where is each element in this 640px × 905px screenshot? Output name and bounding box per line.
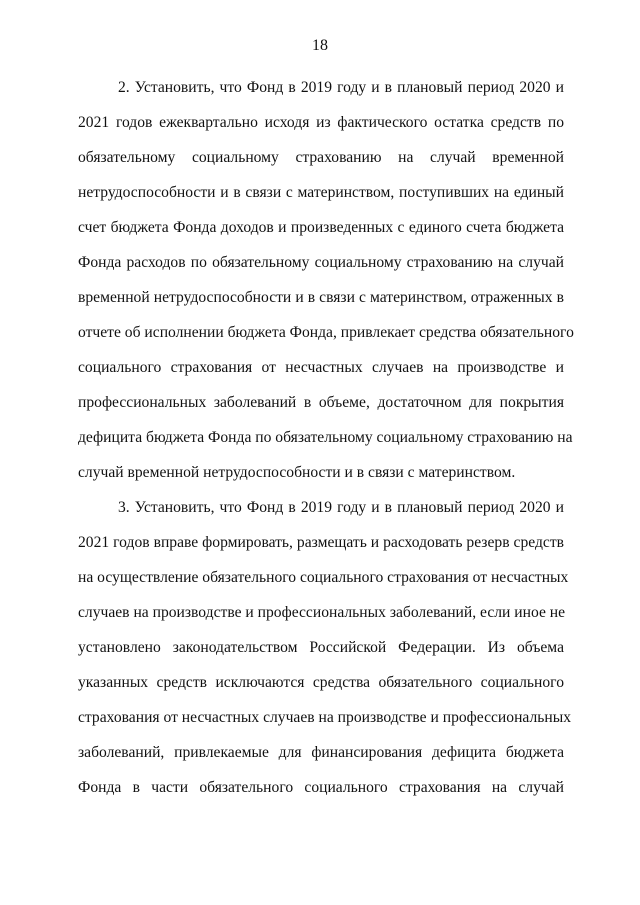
text-line: 3. Установить, что Фонд в 2019 году и в плановый период 2020 и [118,499,564,516]
text-line: случай временной нетрудоспособности и в связи с материнством. [78,464,516,481]
text-line: 2021 годов вправе формировать, размещать и расходовать резерв средств [78,534,564,551]
text-line: временной нетрудоспособности и в связи с материнством, отраженных в [78,289,564,306]
page-number: 18 [312,37,328,54]
text-line: обязательному социальному страхованию на случай временной [78,149,564,166]
text-line: социального страхования от несчастных случаев на производстве и [78,359,564,376]
text-line: Фонда расходов по обязательному социальному страхованию на случай [78,254,564,271]
text-line: дефицита бюджета Фонда по обязательному социальному страхованию на [78,429,573,446]
paragraph-2 [78,70,574,490]
text-line: счет бюджета Фонда доходов и произведенных с единого счета бюджета [78,219,564,236]
text-line: указанных средств исключаются средства обязательного социального [78,674,564,691]
document-body [78,70,574,805]
text-line: отчете об исполнении бюджета Фонда, привлекает средства обязательного [78,324,574,341]
text-line: нетрудоспособности и в связи с материнством, поступивших на единый [78,184,564,201]
text-line: заболеваний, привлекаемые для финансирования дефицита бюджета [78,744,564,761]
text-line: на осуществление обязательного социального страхования от несчастных [78,569,569,586]
paragraph-3 [78,490,571,805]
text-line: 2021 годов ежеквартально исходя из фактического остатка средств по [78,114,564,131]
text-line: Фонда в части обязательного социального страхования на случай [78,779,564,796]
text-line: 2. Установить, что Фонд в 2019 году и в плановый период 2020 и [118,79,564,96]
text-line: страхования от несчастных случаев на производстве и профессиональных [78,709,571,726]
text-line: установлено законодательством Российской Федерации. Из объема [78,639,564,656]
text-line: профессиональных заболеваний в объеме, достаточном для покрытия [78,394,564,411]
text-line: случаев на производстве и профессиональных заболеваний, если иное не [78,604,566,621]
